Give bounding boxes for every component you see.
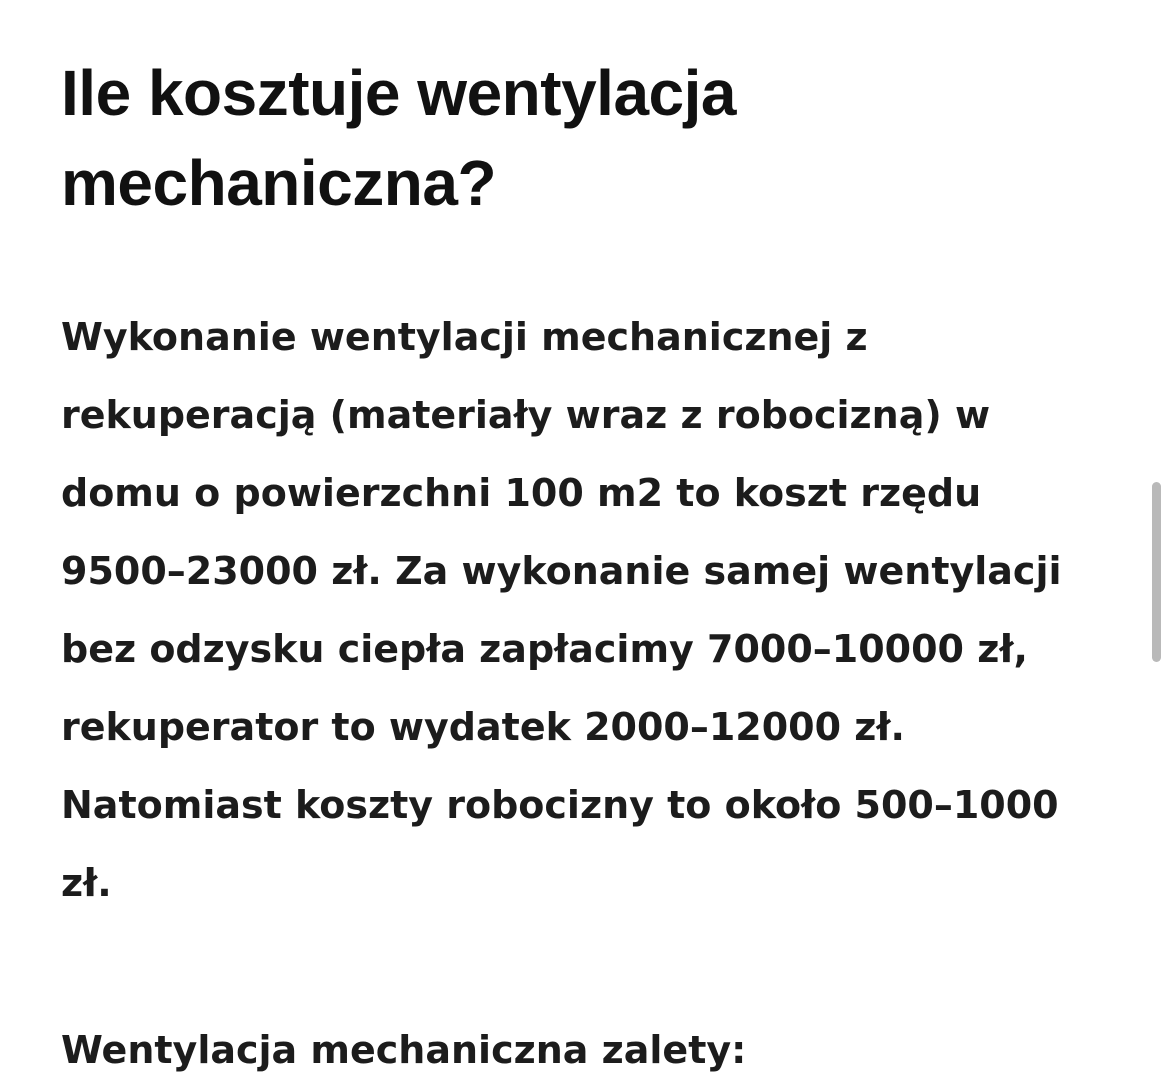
- scrollbar-thumb[interactable]: [1152, 482, 1161, 662]
- page-title: Ile kosztuje wentylacja mechaniczna?: [61, 57, 736, 219]
- article-content: [61, 48, 1106, 1080]
- section-heading: Wentylacja mechaniczna zalety:: [61, 1028, 747, 1072]
- article-paragraph: Wykonanie wentylacji mechanicznej z rekuperacją (materiały wraz z robocizną) w domu o powierzchni 100 m2 to koszt rzędu 9500–23000 zł. Za wykonanie samej wentylacji bez odzysku ciepła zapłacimy 7000–10000 zł, rekuperator to wydatek 2000–12000 zł. Natomiast koszty robocizny to około 500–1000 zł.: [61, 315, 1062, 905]
